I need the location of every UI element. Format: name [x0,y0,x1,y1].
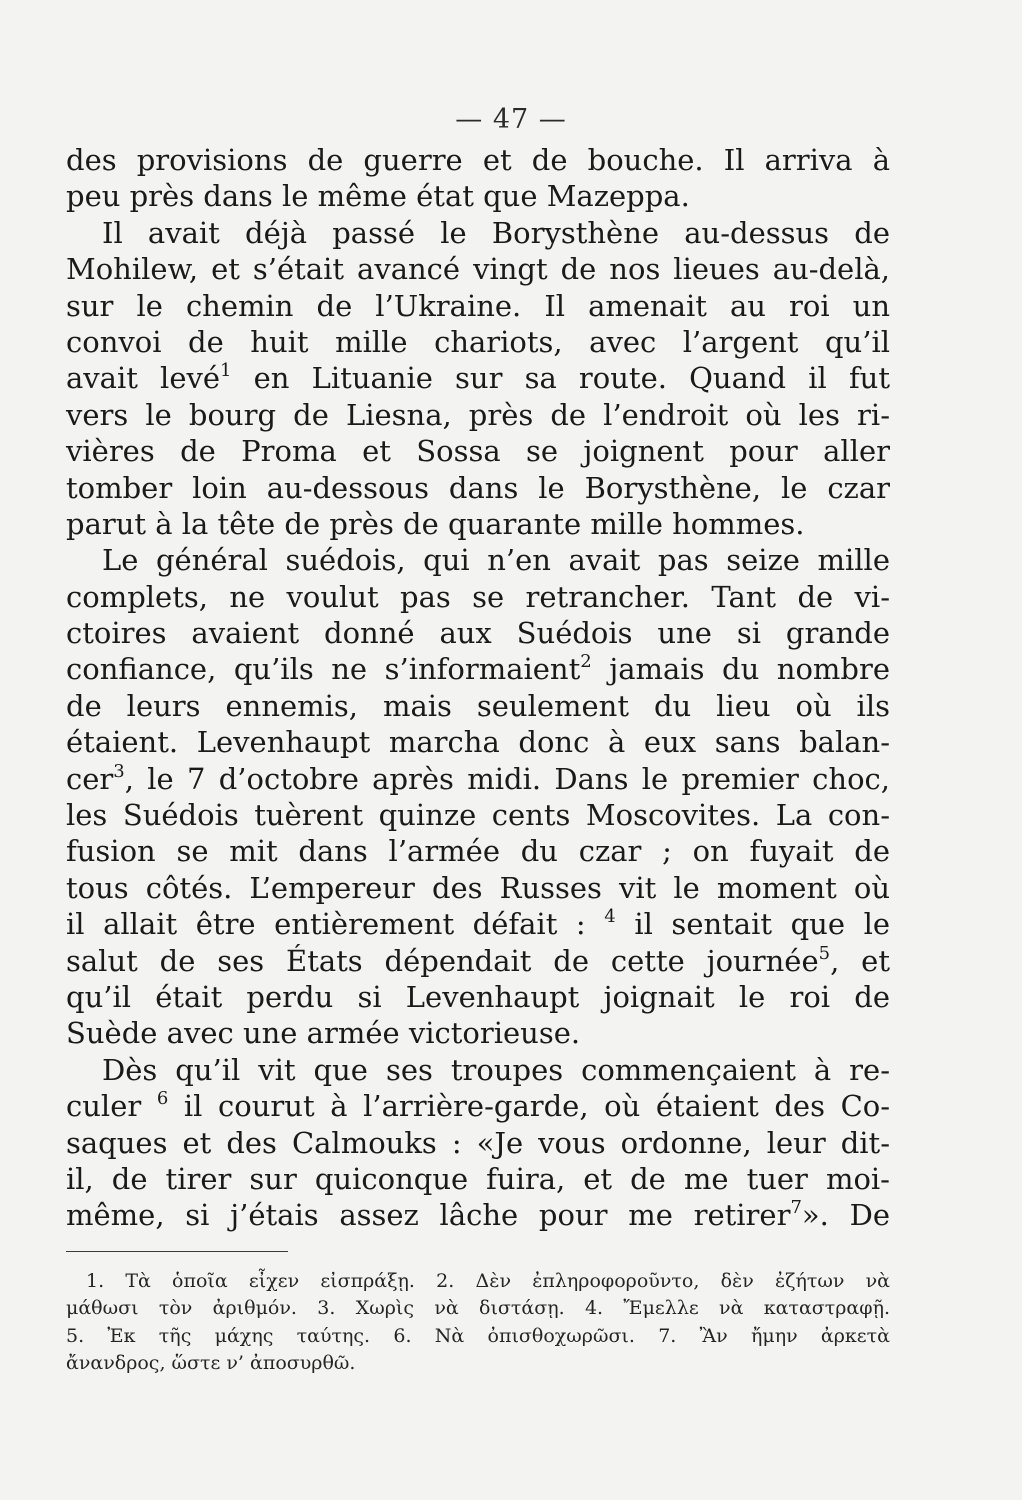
text-fragment: , et [830,943,890,978]
text-fragment: , le 7 d’octobre après midi. Dans le premier choc, [124,761,890,796]
text-line [66,651,890,687]
text-line: qu’il était perdu si Levenhaupt joignait le roi de [66,979,890,1014]
text-line: tous côtés. L’empereur des Russes vit le moment où [66,870,890,905]
footnote-ref: 2 [580,651,592,673]
text-fragment: même, si j’étais assez lâche pour me retirer [66,1198,791,1233]
footnote-line: 5. Ἐκ τῆς μάχης ταύτης. 6. Νὰ ὀπισθοχωρῶσι. 7. Ἂν ἤμην ἀρκετὰ [66,1324,890,1347]
text-line: Il avait déjà passé le Borysthène au-dessus de [102,215,890,250]
text-line [66,1197,890,1233]
text-fragment: jamais du nombre [609,652,890,687]
text-line: il, de tirer sur quiconque fuira, et de me tuer moi- [66,1161,890,1196]
text-line: Le général suédois, qui n’en avait pas seize mille [102,543,890,578]
text-line [66,906,890,942]
text-fragment: en Lituanie sur sa route. Quand il fut [253,361,891,396]
footnote-ref: 5 [818,942,831,964]
text-line: fusion se mit dans l’armée du czar ; on fuyait de [66,834,890,869]
footnote-ref: 4 [604,906,616,928]
page-number: — 47 — [455,104,567,135]
footnote-divider [66,1251,288,1252]
text-line [66,1088,890,1124]
text-line: complets, ne voulut pas se retrancher. Tant de vi- [66,579,890,614]
text-line: tomber loin au-dessous dans le Borysthène, le czar [66,470,890,505]
text-line: convoi de huit mille chariots, avec l’argent qu’il [66,324,890,359]
text-line: étaient. Levenhaupt marcha donc à eux sans balan- [66,725,890,760]
text-fragment: il courut à l’arrière-garde, où étaient des Co- [183,1089,891,1124]
text-line: vers le bourg de Liesna, près de l’endroit où les ri- [66,397,890,432]
text-line: saques et des Calmouks : «Je vous ordonne, leur dit- [66,1125,890,1160]
text-fragment: confiance, qu’ils ne s’informaient [66,652,581,687]
text-line: Suède avec une armée victorieuse. [66,1016,581,1051]
footnote-ref: 6 [156,1088,169,1110]
footnotes [66,1268,890,1378]
text-fragment: salut de ses États dépendait de cette journée [66,943,819,978]
text-line: les Suédois tuèrent quinze cents Moscovites. La con- [66,798,890,833]
body-text [66,142,890,1234]
text-line [66,761,890,797]
text-fragment: cer [66,761,114,796]
footnote-ref: 7 [790,1197,802,1219]
text-line: sur le chemin de l’Ukraine. Il amenait au roi un [66,288,890,323]
text-line: Mohilew, et s’était avancé vingt de nos lieues au-delà, [66,252,890,287]
footnote-line: μάθωσι τὸν ἀριθμόν. 3. Χωρὶς νὰ διστάσῃ. 4. Ἔμελλε νὰ καταστραφῇ. [66,1297,890,1320]
footnote-line: 1. Τὰ ὁποῖα εἶχεν εἰσπράξῃ. 2. Δὲν ἐπληροφοροῦντο, δὲν ἐζήτων νὰ [86,1270,890,1292]
text-line: peu près dans le même état que Mazeppa. [66,179,690,214]
text-fragment: ». De [801,1198,891,1233]
text-fragment: il allait être entièrement défait : [66,907,586,942]
text-line [66,360,890,396]
text-line: vières de Proma et Sossa se joignent pour aller [66,434,890,469]
footnote-line: ἄνανδρος, ὥστε ν’ ἀποσυρθῶ. [66,1352,356,1375]
text-line: des provisions de guerre et de bouche. Il arriva à [66,143,890,177]
text-line: de leurs ennemis, mais seulement du lieu où ils [66,688,890,723]
text-line [66,943,890,979]
text-line: Dès qu’il vit que ses troupes commençaient à re- [102,1052,890,1087]
text-fragment: il sentait que le [634,907,891,942]
text-fragment: avait levé [66,361,221,396]
text-line: parut à la tête de près de quarante mille hommes. [66,506,805,541]
text-line: ctoires avaient donné aux Suédois une si grande [66,616,890,651]
footnote-ref: 1 [220,360,232,382]
text-fragment: culer [66,1089,142,1124]
footnote-ref: 3 [113,760,125,782]
